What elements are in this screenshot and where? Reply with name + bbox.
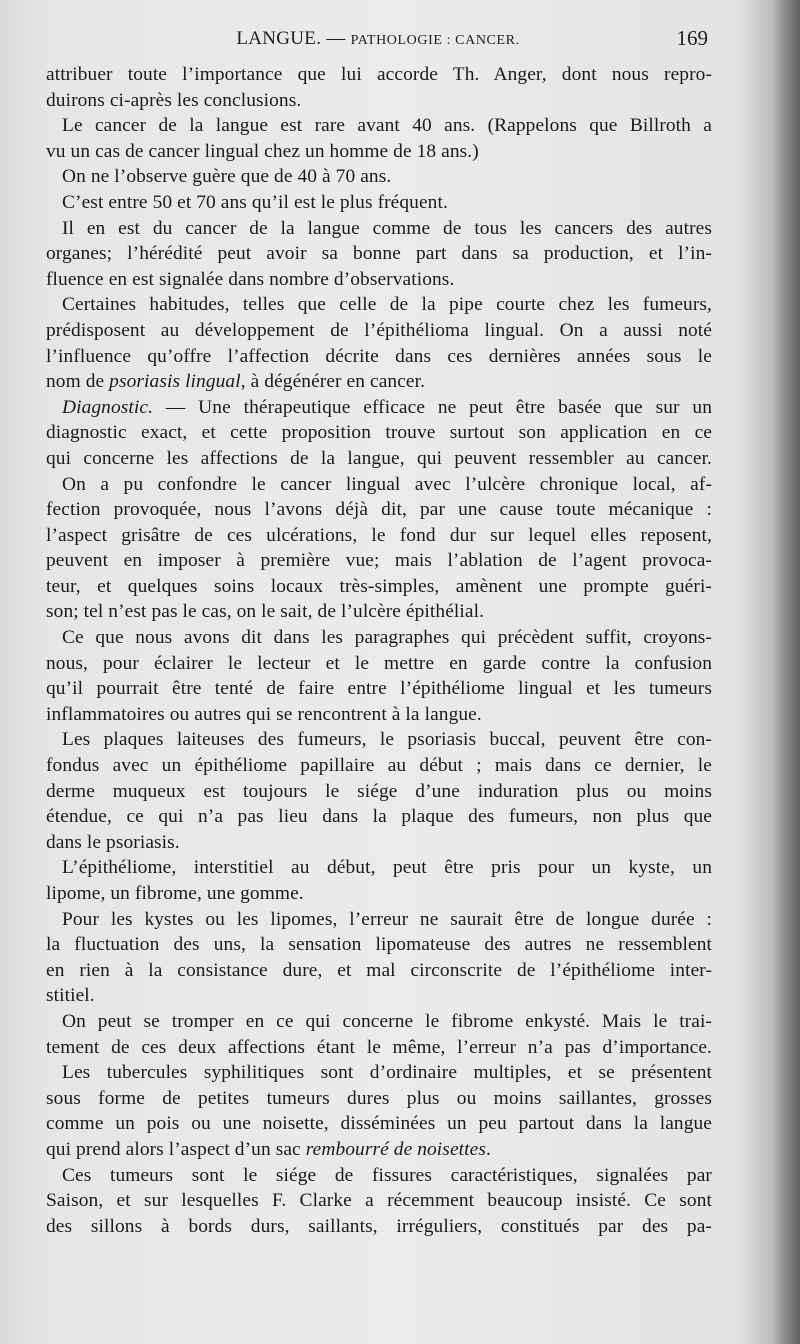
italic-term: rembourré de noisettes (305, 1138, 486, 1160)
line-text: fection provoquée, nous l’avons déjà dit, par une cause toute mécanique : (46, 499, 712, 521)
text-line (46, 1060, 712, 1086)
text-line (46, 1009, 712, 1035)
line-text: teur, et quelques soins locaux très-simples, amènent une prompte guéri- (46, 575, 712, 597)
text-line (46, 395, 712, 421)
line-text: attribuer toute l’importance que lui accorde Th. Anger, dont nous repro- (46, 64, 712, 85)
text-line (46, 983, 712, 1009)
line-text: vu un cas de cancer lingual chez un homme de 18 ans.) (46, 140, 479, 162)
running-head-title (48, 28, 708, 50)
line-text: tement de ces deux affections étant le même, l’erreur n’a pas d’importance. (46, 1036, 712, 1058)
text-line (46, 702, 712, 728)
text-line (46, 1163, 712, 1189)
line-text-continued: . (485, 1138, 491, 1160)
line-text: Le cancer de la langue est rare avant 40 ans. (Rappelons que Billroth a (62, 115, 712, 137)
text-line (46, 651, 712, 677)
text-line (46, 1111, 712, 1137)
text-line (46, 625, 712, 651)
italic-heading: Diagnostic. (62, 396, 154, 418)
text-line (46, 497, 712, 523)
line-text: diagnostic exact, et cette proposition trouve surtout son application en ce (46, 422, 712, 444)
text-line (46, 958, 712, 984)
line-text: qu’il pourrait être tenté de faire entre l’épithéliome lingual et les tumeurs (46, 678, 712, 700)
page-binding-shadow (772, 0, 800, 1344)
line-text: étendue, ce qui n’a pas lieu dans la plaque des fumeurs, non plus que (46, 806, 712, 828)
text-line (46, 241, 712, 267)
line-text: Ces tumeurs sont le siége de fissures caractéristiques, signalées par (62, 1164, 712, 1186)
text-line (46, 1086, 712, 1112)
line-text: fondus avec un épithéliome papillaire au début ; mais dans ce dernier, le (46, 755, 712, 777)
line-text: des sillons à bords durs, saillants, irréguliers, constitués par des pa- (46, 1215, 712, 1237)
text-line (46, 1214, 712, 1240)
text-line (46, 676, 712, 702)
text-line (46, 907, 712, 933)
line-text: sous forme de petites tumeurs dures plus ou moins saillantes, grosses (46, 1087, 712, 1109)
text-line (46, 472, 712, 498)
text-line (46, 446, 712, 472)
line-text: fluence en est signalée dans nombre d’observations. (46, 268, 455, 290)
line-text: On ne l’observe guère que de 40 à 70 ans. (62, 166, 392, 188)
running-head-subtitle: PATHOLOGIE : CANCER. (350, 33, 520, 48)
line-text: qui concerne les affections de la langue, qui peuvent ressembler au cancer. (46, 447, 712, 469)
line-text: comme un pois ou une noisette, disséminées un peu partout dans la langue (46, 1113, 712, 1135)
text-line (46, 1137, 712, 1163)
line-text: On a pu confondre le cancer lingual avec l’ulcère chronique local, af- (62, 473, 712, 495)
line-text: lipome, un fibrome, une gomme. (46, 883, 304, 904)
line-text: C’est entre 50 et 70 ans qu’il est le plus fréquent. (62, 191, 448, 213)
body-text (46, 62, 712, 1239)
text-line (46, 727, 712, 753)
line-text: inflammatoires ou autres qui se rencontrent à la langue. (46, 703, 482, 725)
line-text: prédisposent au développement de l’épithélioma lingual. On a aussi noté (46, 319, 712, 341)
text-line (46, 753, 712, 779)
line-text: Pour les kystes ou les lipomes, l’erreur ne saurait être de longue durée : (62, 908, 712, 930)
text-line (46, 599, 712, 625)
line-text: en rien à la consistance dure, et mal circonscrite de l’épithéliome inter- (46, 959, 712, 981)
line-text: peuvent en imposer à première vue; mais l’ablation de l’agent provoca- (46, 550, 712, 572)
line-text: organes; l’hérédité peut avoir sa bonne part dans sa production, et l’in- (46, 243, 712, 265)
line-text: On peut se tromper en ce qui concerne le fibrome enkysté. Mais le trai- (62, 1010, 712, 1032)
text-line (46, 804, 712, 830)
line-text: qui prend alors l’aspect d’un sac (46, 1138, 306, 1160)
text-line (46, 139, 712, 165)
text-line (46, 548, 712, 574)
line-text: dans le psoriasis. (46, 831, 180, 853)
text-line (46, 267, 712, 293)
text-line (46, 216, 712, 242)
line-text: la fluctuation des uns, la sensation lipomateuse des autres ne ressemblent (46, 934, 712, 956)
line-text: nous, pour éclairer le lecteur et le mettre en garde contre la confusion (46, 652, 712, 674)
text-line (46, 164, 712, 190)
line-text: — Une thérapeutique efficace ne peut être basée que sur un (153, 396, 712, 418)
text-line (46, 1188, 712, 1214)
text-line (46, 420, 712, 446)
line-text: stitiel. (46, 985, 95, 1007)
text-line (46, 881, 712, 907)
italic-term: psoriasis lingual (109, 371, 241, 393)
line-text: Les tubercules syphilitiques sont d’ordinaire multiples, et se présentent (62, 1062, 712, 1084)
line-text: Les plaques laiteuses des fumeurs, le psoriasis buccal, peuvent être con- (62, 729, 712, 751)
text-line (46, 62, 712, 88)
line-text: nom de (46, 371, 110, 393)
line-text: l’aspect grisâtre de ces ulcérations, le fond dur sur lequel elles reposent, (46, 524, 712, 546)
line-text: Saison, et sur lesquelles F. Clarke a récemment beaucoup insisté. Ce sont (46, 1190, 712, 1212)
text-line (46, 113, 712, 139)
line-text: l’influence qu’offre l’affection décrite dans ces dernières années sous le (46, 345, 712, 367)
line-text: son; tel n’est pas le cas, on le sait, de l’ulcère épithélial. (46, 601, 485, 623)
text-line (46, 369, 712, 395)
line-text: derme muqueux est toujours le siége d’une induration plus ou moins (46, 780, 712, 802)
page-number: 169 (676, 26, 708, 50)
text-line (46, 932, 712, 958)
text-line (46, 1035, 712, 1061)
text-line (46, 830, 712, 856)
line-text: Certaines habitudes, telles que celle de la pipe courte chez les fumeurs, (62, 294, 712, 316)
text-line (46, 190, 712, 216)
text-line (46, 292, 712, 318)
text-line (46, 88, 712, 114)
text-line (46, 574, 712, 600)
line-text-continued: , à dégénérer en cancer. (240, 371, 426, 393)
line-text: Il en est du cancer de la langue comme de tous les cancers des autres (62, 217, 712, 239)
text-line (46, 523, 712, 549)
line-text: Ce que nous avons dit dans les paragraphes qui précèdent suffit, croyons- (62, 627, 712, 649)
line-text: L’épithéliome, interstitiel au début, peut être pris pour un kyste, un (62, 857, 712, 879)
text-line (46, 779, 712, 805)
text-line (46, 344, 712, 370)
running-head-main: LANGUE. — (236, 28, 346, 49)
line-text: duirons ci-après les conclusions. (46, 89, 302, 111)
text-line (46, 855, 712, 881)
text-line (46, 318, 712, 344)
running-head (48, 24, 708, 54)
